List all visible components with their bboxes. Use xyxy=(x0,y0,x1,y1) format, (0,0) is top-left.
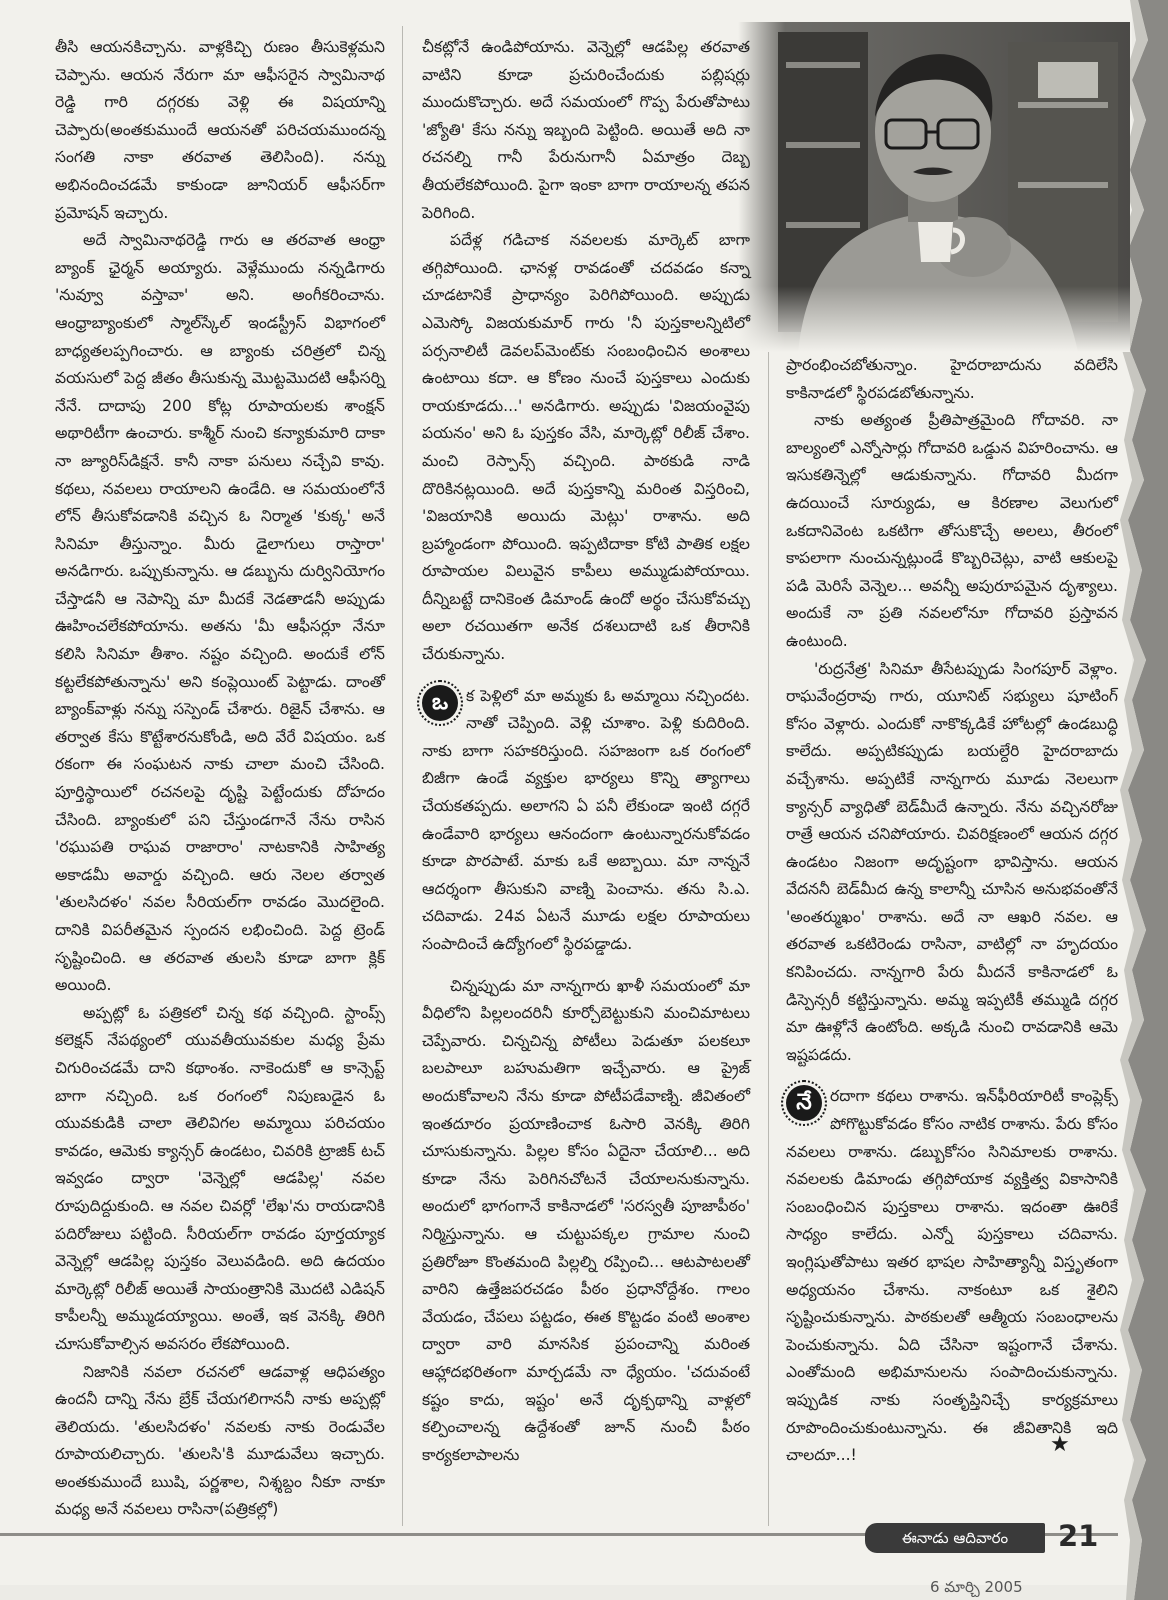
paragraph: అప్పట్లో ఓ పత్రికలో చిన్న కథ వచ్చింది. స్టాంప్స్ కలెక్షన్ నేపథ్యంలో యువతీయువకుల మధ్య ప్రేమ చిగురించడమే దాని కథాంశం. నాకెందుకో ఆ కాన్సెప్ట్ బాగా నచ్చింది. ఒక రంగంలో నిపుణుడైన ఓ యువకుడికి చాలా తెలివిగల అమ్మాయి పరిచయం కావడం, ఆమెకు క్యాన్సర్ ఉండటం, చివరికి ట్రాజిక్ టచ్ ఇవ్వడం ద్వారా 'వెన్నెల్లో ఆడపిల్ల' నవల రూపుదిద్దుకుంది. ఆ నవల చివర్లో 'లేఖ'ను రాయడానికి పదిరోజులు పట్టింది. సీరియల్‌గా రావడం పూర్తయ్యాక వెన్నెల్లో ఆడపిల్ల పుస్తకం వెలువడింది. అది ఉదయం మార్కెట్లో రిలీజ్ అయితే సాయంత్రానికి మొదటి ఎడిషన్ కాపీలన్నీ అమ్ముడయ్యాయి. అంతే, ఇక వెనక్కి తిరిగి చూసుకోవాల్సిన అవసరం లేకపోయింది. xyxy=(55,1003,385,1353)
paragraph xyxy=(422,683,750,959)
article-column-3 xyxy=(786,352,1118,1470)
paragraph-text: క పెళ్లిలో మా అమ్మకు ఓ అమ్మాయి నచ్చిందట. నాతో చెప్పింది. వెళ్లి చూశాం. పెళ్లి కుదిరింది. నాకు బాగా సహకరిస్తుంది. సహజంగా ఒక రంగంలో బిజీగా ఉండే వ్యక్తుల భార్యలు కొన్ని త్యాగాలు చేయకతప్పదు. అలాగని ఏ పనీ లేకుండా ఇంటి దగ్గరే ఉండేవారి భార్యలు ఆనందంగా ఉంటున్నారనుకోవడం కూడా పొరపాటే. మాకు ఒకే అబ్బాయి. మా నాన్ననే ఆదర్శంగా తీసుకుని వాణ్ని పెంచాను. తను సి.ఎ. చదివాడు. 24వ ఏటనే మూడు లక్షల రూపాయలు సంపాదించే ఉద్యోగంలో స్థిరపడ్డాడు. xyxy=(422,686,750,953)
paragraph: నాకు అత్యంత ప్రీతిపాత్రమైంది గోదావరి. నా బాల్యంలో ఎన్నోసార్లు గోదావరి ఒడ్డున విహరించాను. ఆ ఇసుకతిన్నెల్లో ఆడుకున్నాను. గోదావరి మీదగా ఉదయించే సూర్యుడు, ఆ కిరణాల వెలుగులో ఒకదానివెంట ఒకటిగా తోసుకొచ్చే అలలు, తీరంలో కాపలాగా నుంచున్నట్లుండే కొబ్బరిచెట్లు, వాటి ఆకులపై పడి మెరిసే వెన్నెల... అవన్నీ అపురూపమైన దృశ్యాలు. అందుకే నా ప్రతి నవలలోనూ గోదావరి ప్రస్తావన ఉంటుంది. xyxy=(786,411,1118,650)
drop-cap-letter: ఒ xyxy=(422,685,458,721)
paragraph: నిజానికి నవలా రచనలో ఆడవాళ్ల ఆధిపత్యం ఉందనీ దాన్ని నేను బ్రేక్ చేయగలిగాననీ నాకు అప్పట్లో తెలియదు. 'తులసిదళం' నవలకు నాకు రెండువేల రూపాయలిచ్చారు. 'తులసి'కి మూడువేలు ఇచ్చారు. అంతకుముందే ఋషి, పర్ణశాల, నిశ్శబ్దం నీకూ నాకూ మధ్య అనే నవలలు రాసినా(పత్రికల్లో) xyxy=(55,1362,385,1519)
column-divider xyxy=(768,352,769,1526)
issue-date: 6 మార్చి 2005 xyxy=(930,1578,1023,1596)
article-column-2 xyxy=(422,34,750,1469)
drop-cap-letter: నే xyxy=(786,1085,822,1121)
publication-name: ఈనాడు ఆదివారం xyxy=(865,1523,1045,1553)
paragraph: ప్రారంభించబోతున్నాం. హైదరాబాదును వదిలేసి కాకినాడలో స్థిరపడబోతున్నాను. xyxy=(786,356,1118,402)
paragraph: అదే స్వామినాథరెడ్డి గారు ఆ తరవాత ఆంధ్రా బ్యాంక్ ఛైర్మన్ అయ్యారు. వెళ్లేముందు నన్నడిగారు 'నువ్వూ వస్తావా' అని. అంగీకరించాను. ఆంధ్రాబ్యాంకులో స్మాల్‌స్కేల్ ఇండస్ట్రీస్ విభాగంలో బాధ్యతలప్పగించారు. ఆ బ్యాంకు చరిత్రలో చిన్న వయసులో పెద్ద జీతం తీసుకున్న మొట్టమొదటి ఆఫీసర్ని నేనే. దాదాపు 200 కోట్ల రూపాయలకు శాంక్షన్ అథారిటీగా ఉంచారు. కాశ్మీర్ నుంచి కన్యాకుమారి దాకా నా జ్యూరిస్‌డిక్షనే. కానీ నాకా పనులు నచ్చేవి కావు. కథలు, నవలలు రాయాలని ఉండేది. ఆ సమయంలోనే లోన్ తీసుకోవడానికి వచ్చిన ఓ నిర్మాత 'కుక్క' అనే సినిమా తీస్తున్నాం. మీరు డైలాగులు రాస్తారా' అనడిగారు. ఒప్పుకున్నాను. ఆ డబ్బును దుర్వినియోగం చేస్తాడనీ ఆ నెపాన్ని మా మీదకే నెడతాడనీ అప్పుడు ఊహించలేకపోయాను. అతను 'మీ ఆఫీసర్లూ నేనూ కలిసి సినిమా తీశాం. నష్టం వచ్చింది. అందుకే లోన్ కట్టలేకపోతున్నాను' అని కంప్లెయింట్ పెట్టాడు. దాంతో బ్యాంక్‌వాళ్లు నన్ను సస్పెండ్ చేశారు. రిజైన్ చేశాను. ఆ తర్వాత కేసు కొట్టేశారనుకోండి, అది వేరే విషయం. ఒక రకంగా ఈ సంఘటన నాకు చాలా మంచి చేసింది. పూర్తిస్థాయిలో రచనలపై దృష్టి పెట్టేందుకు దోహదం చేసింది. బ్యాంకులో పని చేస్తుండగానే నేను రాసిన 'రఘుపతి రాఘవ రాజారాం' నాటకానికి సాహిత్య అకాడమీ అవార్డు వచ్చింది. ఆరు నెలల తర్వాత 'తులసిదళం' నవల సీరియల్‌గా రావడం మొదలైంది. దానికి విపరీతమైన స్పందన లభించింది. పెద్ద ట్రెండ్ సృష్టించింది. ఆ తరవాత తులసి కూడా బాగా క్లిక్ అయింది. xyxy=(55,231,385,995)
paragraph: చిన్నప్పుడు మా నాన్నగారు ఖాళీ సమయంలో మా వీధిలోని పిల్లలందరినీ కూర్చోబెట్టుకుని మంచిమాటలు చెప్పేవారు. చిన్నచిన్న పోటీలు పెడుతూ పలకలూ బలపాలూ బహుమతిగా ఇచ్చేవారు. ఆ ప్రైజ్ అందుకోవాలని నేను కూడా పోటీపడేవాణ్ని. జీవితంలో ఇంతదూరం ప్రయాణించాక ఓసారి వెనక్కి తిరిగి చూసుకున్నాను. పిల్లల కోసం ఏదైనా చేయాలి... అది కూడా నేను పెరిగినచోటనే చేయాలనుకున్నాను. అందులో భాగంగానే కాకినాడలో 'సరస్వతీ పూజాపీఠం' నిర్మిస్తున్నాను. ఆ చుట్టుపక్కల గ్రామాల నుంచి ప్రతిరోజూ కొంతమంది పిల్లల్ని రప్పించి... ఆటపాటలతో వారిని ఉత్తేజపరచడం పీఠం ప్రధానోద్దేశం. గాలం వేయడం, చేపలు పట్టడం, ఈత కొట్టడం వంటి అంశాల ద్వారా వారి మానసిక ప్రపంచాన్ని మరింత ఆహ్లాదభరితంగా మార్చడమే నా ధ్యేయం. 'చదువంటే కష్టం కాదు, ఇష్టం' అనే దృక్పథాన్ని వాళ్లలో కల్పించాలన్న ఉద్దేశంతో జూన్ నుంచీ పీఠం కార్యకలాపాలను xyxy=(422,976,750,1464)
paragraph: పదేళ్ల గడిచాక నవలలకు మార్కెట్ బాగా తగ్గిపోయింది. ఛానళ్ల రావడంతో చదవడం కన్నా చూడటానికే ప్రాధాన్యం పెరిగిపోయింది. అప్పుడు ఎమెస్కో విజయకుమార్ గారు 'నీ పుస్తకాలన్నిటిలో పర్సనాలిటీ డెవలప్‌మెంట్‌కు సంబంధించిన అంశాలు ఉంటాయి కదా. ఆ కోణం నుంచే పుస్తకాలు ఎందుకు రాయకూడదు...' అనడిగారు. అప్పుడు 'విజయంవైపు పయనం' అని ఓ పుస్తకం వేసి, మార్కెట్లో రిలీజ్ చేశాం. మంచి రెస్పాన్స్ వచ్చింది. పాఠకుడి నాడి దొరికినట్లయింది. అదే పుస్తకాన్ని మరింత విస్తరించి, 'విజయానికి అయిదు మెట్లు' రాశాను. అది బ్రహ్మాండంగా పోయింది. ఇప్పటిదాకా కోటి పాతిక లక్షల రూపాయల విలువైన కాపీలు అమ్ముడుపోయాయి. దీన్నిబట్టే దానికెంత డిమాండ్ ఉందో అర్థం చేసుకోవచ్చు అలా రచయితగా అనేక దశలుదాటి ఒక తీరానికి చేరుకున్నాను. xyxy=(422,231,750,664)
paragraph-text: రదాగా కథలు రాశాను. ఇన్‌ఫీరియారిటీ కాంప్లెక్స్ పోగొట్టుకోవడం కోసం నాటిక రాశాను. పేరు కోసం నవలలు రాశాను. డబ్బుకోసం సినిమాలకు రాశాను. నవలలకు డిమాండు తగ్గిపోయాక వ్యక్తిత్వ వికాసానికి సంబంధించిన పుస్తకాలు రాశాను. ఇదంతా ఊరికే సాధ్యం కాలేదు. ఎన్నో పుస్తకాలు చదివాను. ఇంగ్లిషుతోపాటు ఇతర భాషల సాహిత్యాన్నీ విస్తృతంగా అధ్యయనం చేశాను. నాకంటూ ఒక శైలిని సృష్టించుకున్నాను. పాఠకులతో ఆత్మీయ సంబంధాలను పెంచుకున్నాను. ఏది చేసినా ఇష్టంగానే చేశాను. ఎంతోమంది అభిమానులను సంపాదించుకున్నాను. ఇప్పుడిక నాకు సంతృప్తినిచ్చే కార్యక్రమాలు రూపొందించుకుంటున్నాను. ఈ జీవితానికి ఇది చాలదూ...! xyxy=(786,1087,1118,1465)
paragraph: 'రుద్రనేత్ర' సినిమా తీసేటప్పుడు సింగపూర్ వెళ్లాం. రాఘవేంద్రరావు గారు, యూనిట్ సభ్యులు షూటింగ్ కోసం వెళ్లారు. ఎందుకో నాకొక్కడికే హోటల్లో ఉండబుద్ధి కాలేదు. అప్పటికప్పుడు బయల్దేరి హైదరాబాదు వచ్చేశాను. అప్పటికే నాన్నగారు మూడు నెలలుగా క్యాన్సర్ వ్యాధితో బెడ్‌మీదే ఉన్నారు. నేను వచ్చినరోజు రాత్రే ఆయన చనిపోయారు. చివరిక్షణంలో ఆయన దగ్గర ఉండటం నిజంగా అదృష్టంగా భావిస్తాను. ఆయన వేదననీ బెడ్‌మీద ఉన్న కాలాన్నీ చూసిన అనుభవంతోనే 'అంతర్ముఖం' రాశాను. అదే నా ఆఖరి నవల. ఆ తరవాత ఒకటిరెండు రాసినా, వాటిల్లో నా హృదయం కనిపించదు. నాన్నగారి పేరు మీదనే కాకినాడలో ఓ డిస్పెన్సరీ కట్టిస్తున్నాను. అమ్మ ఇప్పటికీ తమ్ముడి దగ్గర మా ఊళ్లోనే ఉంటోంది. అక్కడి నుంచి రావడానికి ఆమె ఇష్టపడదు. xyxy=(786,659,1118,1064)
end-of-article-star-icon: ★ xyxy=(1050,1432,1070,1457)
column-divider xyxy=(402,26,403,1526)
paragraph: చీకట్లోనే ఉండిపోయాను. వెన్నెల్లో ఆడపిల్ల తరవాత వాటిని కూడా ప్రచురించేందుకు పబ్లిషర్లు ముందుకొచ్చారు. అదే సమయంలో గొప్ప పేరుతోపాటు 'జ్యోతి' కేసు నన్ను ఇబ్బంది పెట్టింది. అయితే అది నా రచనల్ని గానీ పేరునుగానీ ఏమాత్రం దెబ్బ తీయలేకపోయింది. పైగా ఇంకా బాగా రాయాలన్న తపన పెరిగింది. xyxy=(422,38,750,222)
paragraph: తీసి ఆయనకిచ్చాను. వాళ్లకిచ్చి రుణం తీసుకెళ్లమని చెప్పాను. ఆయన నేరుగా మా ఆఫీసరైన స్వామినాథ రెడ్డి గారి దగ్గరకు వెళ్లి ఈ విషయాన్ని చెప్పారు(అంతకుముందే ఆయనతో పరిచయముందన్న సంగతి నాకా తరవాత తెలిసింది). నన్ను అభినందించడమే కాకుండా జూనియర్ ఆఫీసర్‌గా ప్రమోషన్ ఇచ్చారు. xyxy=(55,38,385,222)
author-photo xyxy=(738,22,1130,352)
page-number: 21 xyxy=(1058,1519,1099,1553)
article-column-1 xyxy=(55,34,385,1524)
paragraph xyxy=(786,1083,1118,1469)
